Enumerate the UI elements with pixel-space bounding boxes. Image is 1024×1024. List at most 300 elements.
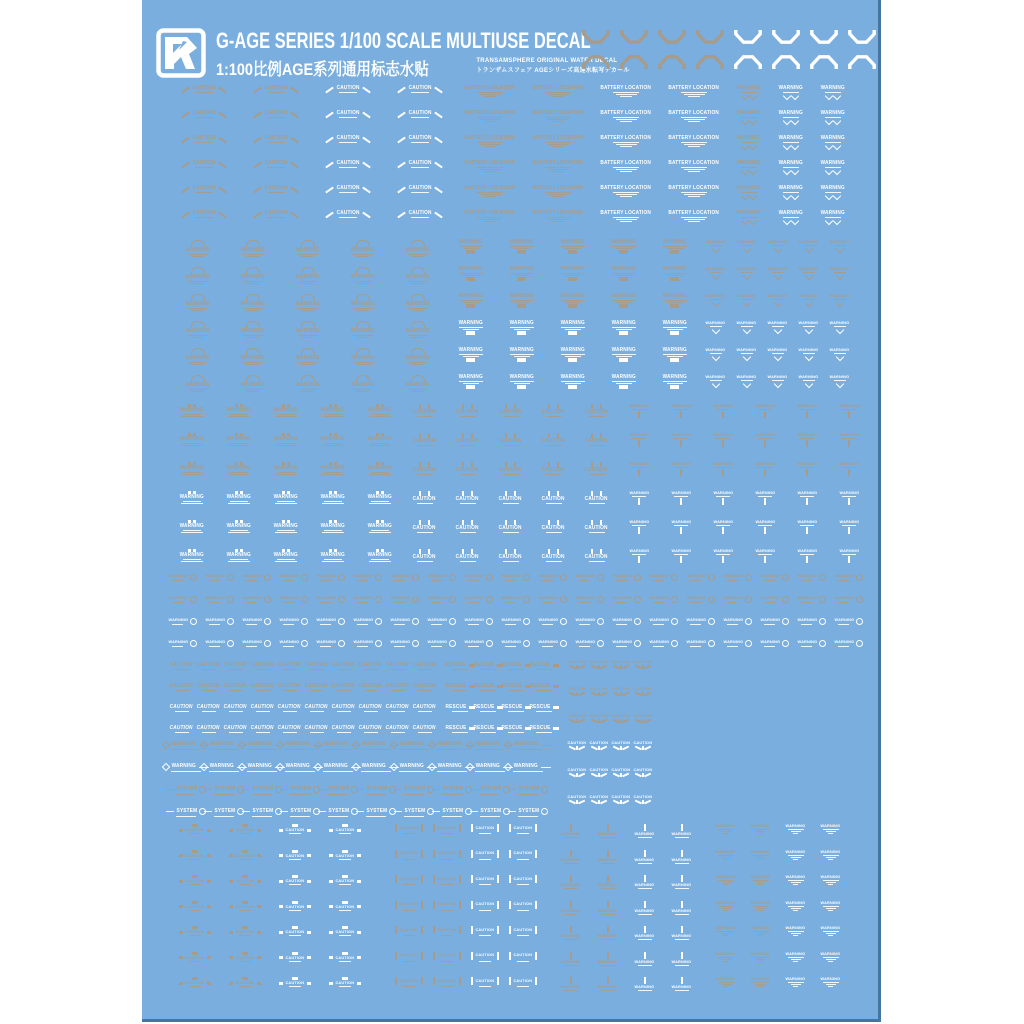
decal-warning-tbar: WARNING <box>552 926 589 940</box>
decal-warning-arc: WARNING <box>280 375 335 392</box>
decal-caution-wing: CAUTION <box>610 741 632 750</box>
decal-warning-arc: WARNING <box>170 267 225 284</box>
decal-warning-vbar: WARNING <box>786 404 828 418</box>
decal-battery: BATTERY LOCATION <box>524 161 592 172</box>
decal-caution-it: CAUTION <box>249 684 276 691</box>
decal-warning-tbar: WARNING <box>663 926 700 940</box>
decal-warning-cn: WARNING <box>356 433 403 446</box>
decal-caution-it: CAUTION <box>195 684 222 691</box>
decal-warning-fold: WARNING <box>728 86 770 99</box>
decal-system: SYSTEM <box>243 808 281 817</box>
decal-warning-arc: WARNING <box>225 267 280 284</box>
decal-warning-long: WARNING <box>281 764 319 772</box>
decal-tiny-circ: WARNING <box>830 618 867 625</box>
decal-warning-vbar: WARNING <box>618 462 660 476</box>
decal-caution-ln: CAUTION <box>489 462 532 475</box>
decal-warning-cn: WARNING <box>309 433 356 446</box>
decal-box-caution: CAUTION <box>270 824 320 834</box>
decal-caution-ln: CAUTION <box>403 520 446 533</box>
decal-tiny-circ: WARNING <box>682 574 719 581</box>
decal-tiny-circ: WARNING <box>201 574 238 581</box>
decal-warning-fold: WARNING <box>770 111 812 124</box>
decal-warning-cn: WARNING <box>215 433 262 446</box>
decal-warning-tri: WARNING <box>793 321 824 333</box>
decal-caution-wing: CAUTION <box>588 795 610 804</box>
decal-tiny-circ: WARNING <box>719 640 756 647</box>
decal-warning-vbar: WARNING <box>618 520 660 534</box>
decal-warning-cn: WARNING <box>262 433 309 446</box>
decal-warning-vbar: WARNING <box>618 491 660 505</box>
decal-caution-ln: CAUTION <box>446 462 489 475</box>
decal-tiny-circ: WARNING <box>349 640 386 647</box>
decal-caution-slash: CAUTION <box>384 136 456 143</box>
decal-caution-ln: CAUTION <box>532 433 575 446</box>
decal-caution-it: CAUTION <box>249 663 276 670</box>
decal-box-caution: CAUTION <box>170 875 220 885</box>
decal-caution-ln: CAUTION <box>446 433 489 446</box>
decal-tiny-circ: WARNING <box>386 640 423 647</box>
decal-warning-stack: WARNING <box>778 824 813 834</box>
decal-warning-cn: WARNING <box>309 404 356 417</box>
decal-warning-long: WARNING <box>243 742 281 750</box>
decal-caution-it: CAUTION <box>195 726 222 733</box>
decal-tiny-circ: WARNING <box>164 596 201 603</box>
decal-caution-slash: CAUTION <box>240 136 312 143</box>
decal-warning-tbar: WARNING <box>589 926 626 940</box>
decal-caution-ln: CAUTION <box>575 433 618 446</box>
decal-box-caution: CAUTION <box>220 952 270 962</box>
decal-caution-ln: CAUTION <box>489 404 532 417</box>
decal-warning-box: WARNING <box>496 294 547 308</box>
decal-system: SYSTEM <box>433 808 471 817</box>
decal-caution-ln: CAUTION <box>489 491 532 504</box>
decal-warning-tri: WARNING <box>824 240 855 252</box>
decal-warning-vbar: WARNING <box>828 462 870 476</box>
decal-warning-box: WARNING <box>445 267 496 281</box>
decal-warning-vbar: WARNING <box>744 520 786 534</box>
decal-caution-wing: CAUTION <box>632 687 654 696</box>
decal-warning-fold: WARNING <box>770 161 812 174</box>
decal-warning-cn: WARNING <box>215 549 262 562</box>
decal-warning-tri: WARNING <box>700 375 731 387</box>
decal-rescue: RESCUE <box>446 726 474 733</box>
decal-row <box>170 850 848 864</box>
decal-bracket-caution: CAUTION <box>466 901 504 911</box>
decal-warning-arc: WARNING <box>170 240 225 257</box>
decal-warning-stack: WARNING <box>708 824 743 834</box>
decal-warning-box: WARNING <box>649 375 700 389</box>
decal-bracket-caution: CAUTION <box>390 926 428 936</box>
decal-caution-wing: CAUTION <box>566 795 588 804</box>
decal-caution-it: CAUTION <box>384 705 411 712</box>
decal-tiny-circ: WARNING <box>238 574 275 581</box>
decal-tiny-circ: WARNING <box>793 618 830 625</box>
decal-caution-it: CAUTION <box>303 684 330 691</box>
decal-warning-cn: WARNING <box>309 520 356 533</box>
decal-caution-it: CAUTION <box>195 663 222 670</box>
decal-warning-vbar: WARNING <box>660 404 702 418</box>
decal-tiny-circ: WARNING <box>534 640 571 647</box>
decal-caution-wing: CAUTION <box>588 768 610 777</box>
decal-rescue: RESCUE <box>474 705 502 712</box>
decal-tiny-circ: WARNING <box>534 618 571 625</box>
decal-caution-ln: CAUTION <box>446 520 489 533</box>
decal-caution-ln: CAUTION <box>575 520 618 533</box>
decal-caution-it: CAUTION <box>357 705 384 712</box>
decal-caution-it: CAUTION <box>222 726 249 733</box>
decal-caution-wing: CAUTION <box>632 660 654 669</box>
decal-warning-stack: WARNING <box>813 824 848 834</box>
decal-warning-tbar: WARNING <box>552 824 589 838</box>
decal-warning-stack: WARNING <box>778 952 813 962</box>
decal-warning-box: WARNING <box>598 294 649 308</box>
decal-caution-slash: CAUTION <box>384 161 456 168</box>
decal-caution-it: CAUTION <box>384 684 411 691</box>
decal-box-caution: CAUTION <box>270 901 320 911</box>
decal-caution-it: CAUTION <box>168 726 195 733</box>
decal-warning-tri: WARNING <box>824 348 855 360</box>
decal-caution-slash: CAUTION <box>384 186 456 193</box>
decal-box-caution: CAUTION <box>170 926 220 936</box>
decal-bracket-caution: CAUTION <box>390 952 428 962</box>
decal-warning-stack: WARNING <box>743 952 778 962</box>
decal-tiny-circ: WARNING <box>756 640 793 647</box>
decal-warning-tbar: WARNING <box>552 977 589 991</box>
decal-tiny-circ: WARNING <box>312 618 349 625</box>
decal-tiny-circ: WARNING <box>571 640 608 647</box>
decal-warning-box: WARNING <box>547 240 598 254</box>
decal-warning-tri: WARNING <box>762 240 793 252</box>
decal-caution-slash: CAUTION <box>168 86 240 93</box>
decal-warning-arc: WARNING <box>390 240 445 257</box>
decal-warning-stack: WARNING <box>813 926 848 936</box>
decal-box-caution: CAUTION <box>270 875 320 885</box>
decal-caution-ln: CAUTION <box>403 491 446 504</box>
decal-row <box>170 901 848 915</box>
decal-warning-fold: WARNING <box>812 161 854 174</box>
decal-warning-cn: WARNING <box>356 462 403 475</box>
decal-caution-it: CAUTION <box>303 726 330 733</box>
decal-warning-vbar: WARNING <box>702 404 744 418</box>
decal-warning-cn: WARNING <box>168 433 215 446</box>
decal-warning-box: WARNING <box>649 267 700 281</box>
decal-warning-tri: WARNING <box>762 375 793 387</box>
decal-warning-tbar: WARNING <box>626 952 663 966</box>
decal-caution-wing: CAUTION <box>588 714 610 723</box>
decal-caution-it: CAUTION <box>330 726 357 733</box>
decal-box-caution: CAUTION <box>320 850 370 860</box>
decal-caution-slash: CAUTION <box>384 86 456 93</box>
decal-system: SYSTEM <box>471 808 509 817</box>
decal-battery: BATTERY LOCATION <box>456 86 524 97</box>
decal-warning-long: WARNING <box>243 764 281 772</box>
decal-warning-fold: WARNING <box>770 211 812 224</box>
decal-warning-box: WARNING <box>496 348 547 362</box>
decal-caution-wing: CAUTION <box>610 768 632 777</box>
decal-rescue: RESCUE <box>446 705 474 712</box>
decal-bracket-caution: CAUTION <box>466 977 504 987</box>
decal-warning-vbar: WARNING <box>618 549 660 563</box>
decal-warning-vbar: WARNING <box>744 404 786 418</box>
decal-caution-it: CAUTION <box>330 663 357 670</box>
decal-warning-arc: WARNING <box>390 321 445 338</box>
decal-warning-vbar: WARNING <box>786 462 828 476</box>
decal-caution-ln: CAUTION <box>575 404 618 417</box>
decal-bracket-caution: CAUTION <box>428 901 466 911</box>
decal-caution-it: CAUTION <box>222 705 249 712</box>
decal-tiny-circ: WARNING <box>645 596 682 603</box>
decal-warning-tbar: WARNING <box>552 952 589 966</box>
decal-caution-slash: CAUTION <box>312 161 384 168</box>
decal-caution-ln: CAUTION <box>403 433 446 446</box>
decal-bracket-caution: CAUTION <box>466 952 504 962</box>
decal-warning-tbar: WARNING <box>626 824 663 838</box>
decal-warning-vbar: WARNING <box>828 433 870 447</box>
decal-warning-vbar: WARNING <box>786 520 828 534</box>
decal-tiny-circ: WARNING <box>497 640 534 647</box>
decal-warning-stack: WARNING <box>708 977 743 987</box>
decal-warning-stack: WARNING <box>778 977 813 987</box>
decal-warning-arc: WARNING <box>280 348 335 365</box>
decal-warning-vbar: WARNING <box>744 433 786 447</box>
decal-warning-long: WARNING <box>471 764 509 772</box>
tagline-en: TRANSAMSPHERE ORIGINAL WATER DECAL <box>476 58 618 64</box>
decal-caution-wing: CAUTION <box>588 741 610 750</box>
decal-warning-stack: WARNING <box>813 901 848 911</box>
decal-bracket-caution: CAUTION <box>390 977 428 987</box>
decal-warning-box: WARNING <box>547 321 598 335</box>
decal-battery: BATTERY LOCATION <box>592 111 660 122</box>
decal-system: SYSTEM <box>205 786 243 795</box>
decal-warning-box: WARNING <box>649 240 700 254</box>
decal-system: SYSTEM <box>281 808 319 817</box>
decal-warning-box: WARNING <box>445 321 496 335</box>
decal-warning-box: WARNING <box>598 240 649 254</box>
decal-warning-tri: WARNING <box>731 321 762 333</box>
decal-bracket-caution: CAUTION <box>428 824 466 834</box>
decal-tiny-circ: WARNING <box>793 596 830 603</box>
decal-tiny-circ: WARNING <box>534 574 571 581</box>
decal-caution-ln: CAUTION <box>446 549 489 562</box>
decal-warning-tri: WARNING <box>793 375 824 387</box>
decal-bracket-caution: CAUTION <box>390 850 428 860</box>
decal-warning-box: WARNING <box>598 267 649 281</box>
decal-box-caution: CAUTION <box>320 875 370 885</box>
decal-tiny-circ: WARNING <box>571 596 608 603</box>
decal-warning-fold: WARNING <box>770 186 812 199</box>
decal-warning-vbar: WARNING <box>702 491 744 505</box>
decal-tiny-circ: WARNING <box>571 574 608 581</box>
decal-bracket-caution: CAUTION <box>390 875 428 885</box>
decal-caution-wing: CAUTION <box>566 714 588 723</box>
decal-bracket-caution: CAUTION <box>390 824 428 834</box>
decal-bracket-caution: CAUTION <box>504 901 542 911</box>
decal-warning-vbar: WARNING <box>702 520 744 534</box>
decal-tiny-circ: WARNING <box>349 596 386 603</box>
decal-warning-tri: WARNING <box>824 294 855 306</box>
decal-bracket-caution: CAUTION <box>466 926 504 936</box>
decal-warning-fold: WARNING <box>812 136 854 149</box>
decal-warning-tri: WARNING <box>731 240 762 252</box>
decal-tiny-circ: WARNING <box>497 618 534 625</box>
decal-warning-vbar: WARNING <box>702 433 744 447</box>
decal-warning-vbar: WARNING <box>660 491 702 505</box>
decal-bracket-caution: CAUTION <box>504 875 542 885</box>
tagline-jp: トランザムスフェア AGEシリーズ高達水転写デカール <box>476 68 630 74</box>
decal-row <box>170 875 848 889</box>
decal-battery: BATTERY LOCATION <box>592 86 660 97</box>
decal-tiny-circ: WARNING <box>386 596 423 603</box>
decal-caution-slash: CAUTION <box>312 111 384 118</box>
decal-warning-long: WARNING <box>395 742 433 750</box>
decal-battery: BATTERY LOCATION <box>592 186 660 197</box>
decal-warning-box: WARNING <box>496 321 547 335</box>
decal-warning-fold: WARNING <box>770 136 812 149</box>
decal-system: SYSTEM <box>319 808 357 817</box>
decal-warning-vbar: WARNING <box>618 404 660 418</box>
decal-box-caution: CAUTION <box>270 926 320 936</box>
decal-tiny-circ: WARNING <box>608 640 645 647</box>
decal-warning-tbar: WARNING <box>663 977 700 991</box>
decal-caution-slash: CAUTION <box>240 211 312 218</box>
decal-box-caution: CAUTION <box>220 977 270 987</box>
decal-warning-arc: WARNING <box>170 294 225 311</box>
decal-caution-slash: CAUTION <box>312 186 384 193</box>
decal-tiny-circ: WARNING <box>460 640 497 647</box>
decal-warning-long: WARNING <box>509 742 547 750</box>
decal-tiny-circ: WARNING <box>682 596 719 603</box>
decal-warning-cn: WARNING <box>215 520 262 533</box>
decal-warning-stack: WARNING <box>743 901 778 911</box>
decal-warning-long: WARNING <box>205 742 243 750</box>
decal-system: SYSTEM <box>433 786 471 795</box>
decal-caution-it: CAUTION <box>357 726 384 733</box>
decal-caution-it: CAUTION <box>411 684 438 691</box>
decal-bracket-caution: CAUTION <box>504 824 542 834</box>
decal-warning-cn: WARNING <box>215 404 262 417</box>
decal-tiny-circ: WARNING <box>312 640 349 647</box>
decal-warning-box: WARNING <box>598 348 649 362</box>
decal-caution-wing: CAUTION <box>610 714 632 723</box>
decal-warning-vbar: WARNING <box>828 404 870 418</box>
decal-caution-wing: CAUTION <box>610 660 632 669</box>
decal-warning-tbar: WARNING <box>663 824 700 838</box>
decal-warning-fold: WARNING <box>812 86 854 99</box>
decal-warning-tri: WARNING <box>793 240 824 252</box>
decal-warning-stack: WARNING <box>708 952 743 962</box>
decal-battery: BATTERY LOCATION <box>592 136 660 147</box>
decal-warning-tri: WARNING <box>700 321 731 333</box>
decal-warning-box: WARNING <box>598 321 649 335</box>
decal-caution-it: CAUTION <box>330 684 357 691</box>
decal-warning-arc: WARNING <box>335 294 390 311</box>
decal-tiny-circ: WARNING <box>201 640 238 647</box>
decal-tiny-circ: WARNING <box>497 574 534 581</box>
decal-warning-cn: WARNING <box>262 404 309 417</box>
decal-caution-ln: CAUTION <box>532 404 575 417</box>
decal-battery: BATTERY LOCATION <box>660 161 728 172</box>
decal-warning-arc: WARNING <box>280 321 335 338</box>
decal-tiny-circ: WARNING <box>719 574 756 581</box>
decal-system: SYSTEM <box>281 786 319 795</box>
decal-caution-wing: CAUTION <box>632 795 654 804</box>
decal-system: SYSTEM <box>205 808 243 817</box>
decal-warning-tbar: WARNING <box>663 952 700 966</box>
decal-caution-wing: CAUTION <box>632 741 654 750</box>
decal-warning-tri: WARNING <box>793 294 824 306</box>
decal-tiny-circ: WARNING <box>608 596 645 603</box>
decal-battery: BATTERY LOCATION <box>524 211 592 222</box>
decal-tiny-circ: WARNING <box>423 640 460 647</box>
decal-tiny-circ: WARNING <box>349 618 386 625</box>
decal-caution-slash: CAUTION <box>384 111 456 118</box>
decal-battery: BATTERY LOCATION <box>456 111 524 122</box>
decal-bracket-caution: CAUTION <box>428 875 466 885</box>
decal-battery: BATTERY LOCATION <box>524 111 592 122</box>
decal-tiny-circ: WARNING <box>238 596 275 603</box>
decal-warning-fold: WARNING <box>812 186 854 199</box>
decal-box-caution: CAUTION <box>220 901 270 911</box>
decal-bracket-caution: CAUTION <box>428 926 466 936</box>
decal-tiny-circ: WARNING <box>682 618 719 625</box>
decal-rescue: RESCUE <box>530 705 558 712</box>
decal-warning-stack: WARNING <box>743 977 778 987</box>
decal-warning-box: WARNING <box>445 240 496 254</box>
decal-warning-fold: WARNING <box>728 161 770 174</box>
decal-caution-ln: CAUTION <box>446 491 489 504</box>
decal-warning-vbar: WARNING <box>660 433 702 447</box>
decal-tiny-circ: WARNING <box>793 574 830 581</box>
decal-warning-stack: WARNING <box>743 875 778 885</box>
decal-warning-tri: WARNING <box>731 267 762 279</box>
decal-caution-wing: CAUTION <box>566 741 588 750</box>
decal-section-bottom-mixed-block <box>142 0 878 1019</box>
decal-rescue: RESCUE <box>502 705 530 712</box>
decal-tiny-circ: WARNING <box>386 618 423 625</box>
decal-tiny-circ: WARNING <box>275 640 312 647</box>
decal-sheet <box>142 0 881 1022</box>
decal-tiny-circ: WARNING <box>571 618 608 625</box>
decal-warning-tri: WARNING <box>762 267 793 279</box>
decal-warning-fold: WARNING <box>812 211 854 224</box>
decal-warning-tri: WARNING <box>762 294 793 306</box>
decal-row <box>170 952 848 966</box>
decal-tiny-circ: WARNING <box>719 596 756 603</box>
decal-battery: BATTERY LOCATION <box>660 86 728 97</box>
decal-warning-arc: WARNING <box>280 294 335 311</box>
decal-warning-long: WARNING <box>167 742 205 750</box>
decal-battery: BATTERY LOCATION <box>524 186 592 197</box>
decal-caution-wing: CAUTION <box>588 660 610 669</box>
decal-warning-cn: WARNING <box>168 549 215 562</box>
decal-tiny-circ: WARNING <box>497 596 534 603</box>
decal-warning-tbar: WARNING <box>589 824 626 838</box>
decal-warning-tbar: WARNING <box>589 901 626 915</box>
decal-warning-tbar: WARNING <box>626 926 663 940</box>
decal-bracket-caution: CAUTION <box>428 952 466 962</box>
decal-warning-arc: WARNING <box>225 348 280 365</box>
decal-tiny-circ: WARNING <box>830 574 867 581</box>
decal-caution-it: CAUTION <box>249 726 276 733</box>
decal-tiny-circ: WARNING <box>423 618 460 625</box>
decal-bracket-caution: CAUTION <box>428 977 466 987</box>
decal-warning-arc: WARNING <box>390 348 445 365</box>
decal-warning-fold: WARNING <box>770 86 812 99</box>
decal-caution-wing: CAUTION <box>610 687 632 696</box>
decal-rescue: RESCUE <box>446 663 474 670</box>
decal-warning-cn: WARNING <box>356 520 403 533</box>
decal-tiny-circ: WARNING <box>645 574 682 581</box>
